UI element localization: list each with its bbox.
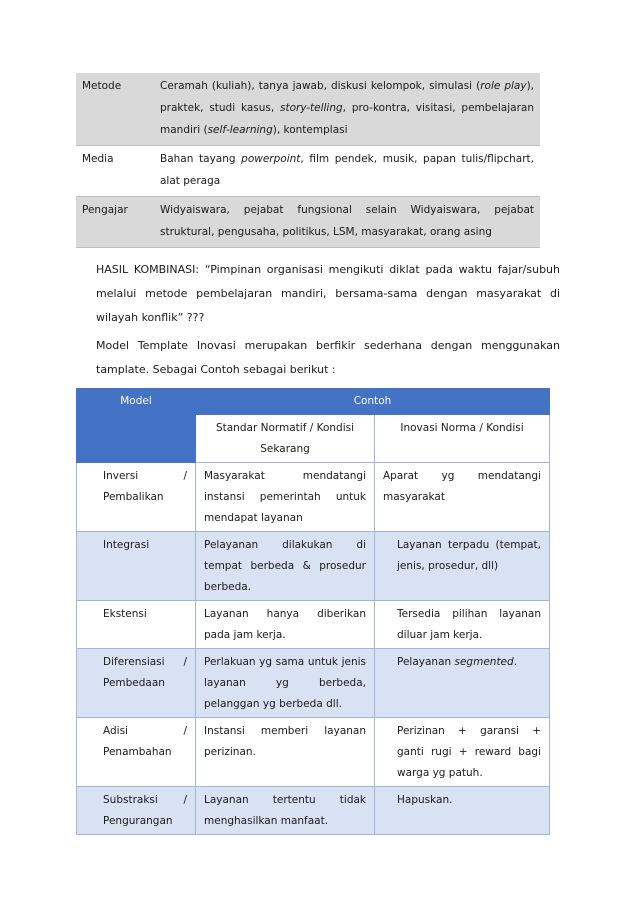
standar-cell: Perlakuan yg sama untuk jenis layanan yg berbeda, pelanggan yg berbeda dll. (196, 649, 375, 718)
model-cell: Inversi / Pembalikan (77, 463, 196, 532)
inovasi-cell: Tersedia pilihan layanan diluar jam kerja. (375, 601, 550, 649)
table-row (77, 787, 550, 835)
training-components-table (76, 73, 540, 248)
table-row (77, 649, 550, 718)
row-label: Pengajar (76, 197, 154, 248)
standar-cell: Masyarakat mendatangi instansi pemerintah untuk mendapat layanan (196, 463, 375, 532)
model-cell: Integrasi (77, 532, 196, 601)
table-row (77, 532, 550, 601)
inovasi-cell: Perizinan + garansi + ganti rugi + reward bagi warga yg patuh. (375, 718, 550, 787)
model-cell: Ekstensi (77, 601, 196, 649)
innovation-template-table (76, 388, 550, 835)
model-cell: Diferensiasi / Pembedaan (77, 649, 196, 718)
model-cell: Substraksi / Pengurangan (77, 787, 196, 835)
row-value: Bahan tayang powerpoint, film pendek, musik, papan tulis/flipchart, alat peraga (160, 153, 534, 187)
combination-result-paragraph: HASIL KOMBINASI: “Pimpinan organisasi mengikuti diklat pada waktu fajar/subuh melalui metode pembelajaran mandiri, bersama-sama dengan masyarakat di wilayah konflik” ??? (96, 263, 560, 324)
inovasi-cell: Hapuskan. (375, 787, 550, 835)
header-model: Model (77, 389, 196, 415)
table-subheader-row (77, 415, 550, 463)
standar-cell: Instansi memberi layanan perizinan. (196, 718, 375, 787)
inovasi-cell: Aparat yg mendatangi masyarakat (375, 463, 550, 532)
header-inovasi: Inovasi Norma / Kondisi (375, 415, 550, 463)
header-blank-cell (77, 415, 196, 463)
table-row (77, 601, 550, 649)
standar-cell: Layanan hanya diberikan pada jam kerja. (196, 601, 375, 649)
table-row (77, 463, 550, 532)
standar-cell: Pelayanan dilakukan di tempat berbeda & prosedur berbeda. (196, 532, 375, 601)
model-cell: Adisi / Penambahan (77, 718, 196, 787)
table-row (76, 73, 540, 146)
table-row (77, 718, 550, 787)
row-label: Media (82, 153, 114, 165)
inovasi-cell: Layanan terpadu (tempat, jenis, prosedur, dll) (375, 532, 550, 601)
row-value: Ceramah (kuliah), tanya jawab, diskusi kelompok, simulasi (role play), praktek, studi kasus, story-telling, pro-kontra, visitasi, pembelajaran mandiri (self-learning), kontemplasi (154, 73, 540, 146)
template-intro-paragraph: Model Template Inovasi merupakan berfikir sederhana dengan menggunakan tamplate. Sebagai Contoh sebagai berikut : (96, 339, 560, 376)
table-row (76, 197, 540, 248)
standar-cell: Layanan tertentu tidak menghasilkan manfaat. (196, 787, 375, 835)
table-header-row (77, 389, 550, 415)
header-standar: Standar Normatif / Kondisi Sekarang (196, 415, 375, 463)
row-value: Widyaiswara, pejabat fungsional selain Widyaiswara, pejabat struktural, pengusaha, politikus, LSM, masyarakat, orang asing (154, 197, 540, 248)
table-row (76, 146, 540, 197)
inovasi-cell: Pelayanan segmented. (375, 649, 550, 718)
row-label: Metode (76, 73, 154, 146)
header-contoh: Contoh (196, 389, 550, 415)
